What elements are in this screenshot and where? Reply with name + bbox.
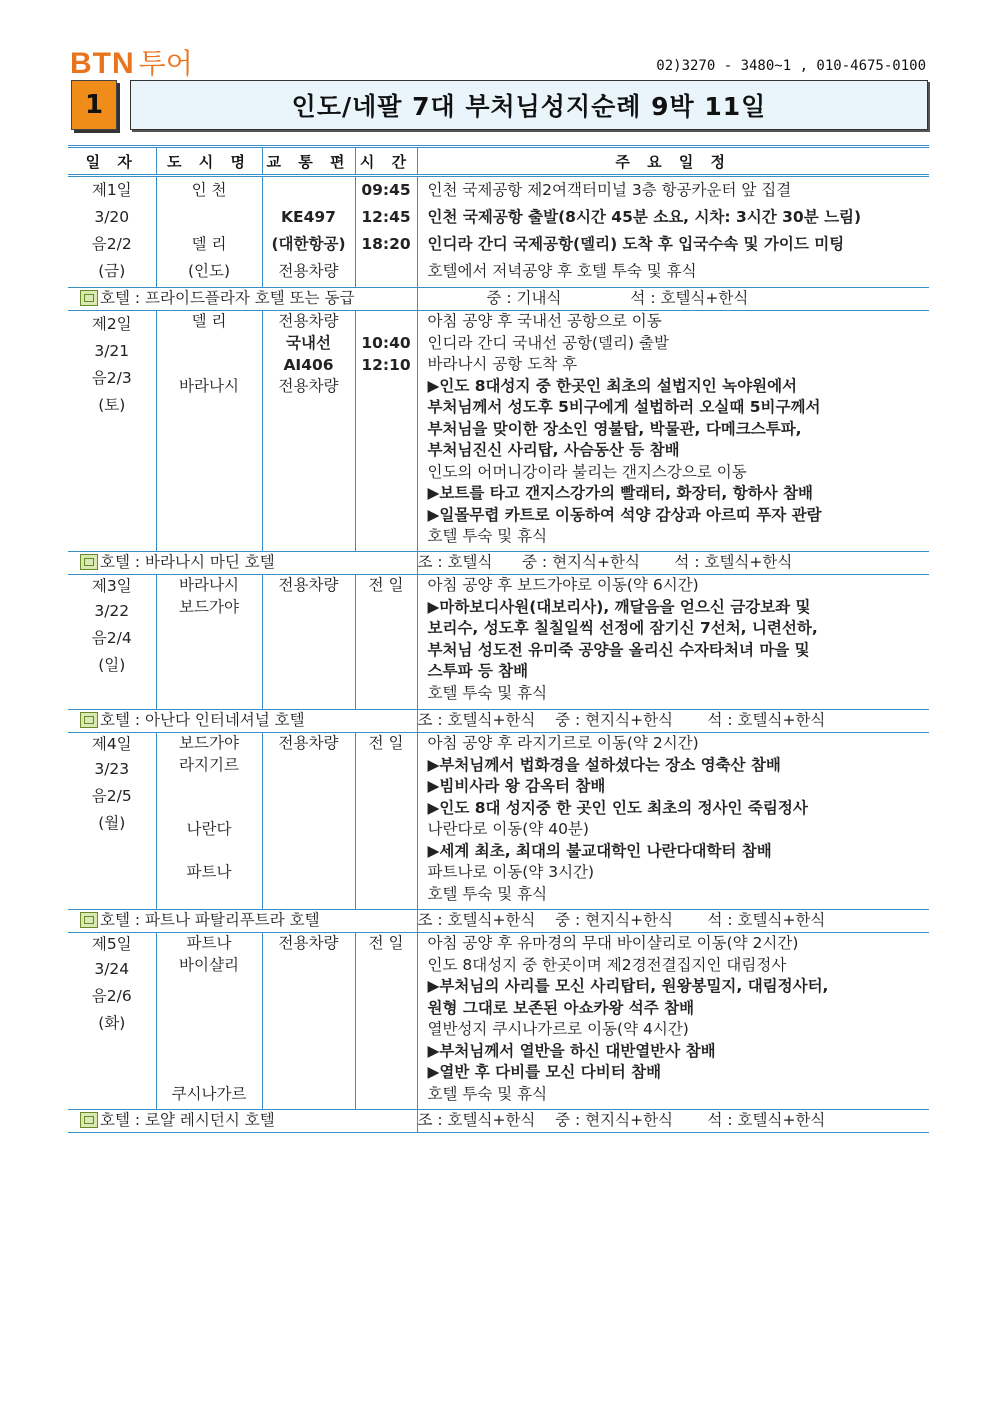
meals-cell: 조 : 호텔식+한식 중 : 현지식+한식 석 : 호텔식+한식 xyxy=(417,710,929,733)
plan-line: ▶일몰무렵 카트로 이동하여 석양 감상과 아르띠 푸자 관람 xyxy=(427,505,822,524)
transport-line: (대한항공) xyxy=(271,235,346,253)
hotel-name: 호텔 : 바라나시 마딘 호텔 xyxy=(100,553,275,572)
transport-line: KE497 xyxy=(281,208,336,226)
contact-phone: 02)3270 - 3480~1 , 010-4675-0100 xyxy=(656,58,926,74)
day-date xyxy=(68,733,156,910)
date-line: 제1일 xyxy=(91,181,132,199)
day-date xyxy=(68,575,156,710)
btn-tour-logo xyxy=(70,42,193,82)
hotel-name: 호텔 : 프라이드플라자 호텔 또는 동급 xyxy=(100,289,355,308)
plan-line: 아침 공양 후 라지기르로 이동(약 2시간) xyxy=(427,734,699,752)
transport-line: AI406 xyxy=(283,356,334,374)
day-plan xyxy=(417,176,929,288)
plan-line: 인디라 간디 국제공항(델리) 도착 후 입국수속 및 가이드 미팅 xyxy=(427,235,845,253)
plan-line-rich xyxy=(428,376,930,398)
day-plan xyxy=(417,933,929,1110)
day-time xyxy=(355,733,417,910)
hotel-icon xyxy=(80,1112,98,1128)
plan-line: 보리수, 성도후 칠칠일씩 선정에 잠기신 7선처, 니련선하, xyxy=(427,619,818,637)
day-transport xyxy=(262,176,355,288)
plan-line: 인천 국제공항 제2여객터미널 3층 항공카운터 앞 집결 xyxy=(427,181,792,199)
date-line: 음2/6 xyxy=(91,987,132,1005)
hotel-row xyxy=(68,552,929,575)
city-line: 델 리 xyxy=(191,235,227,253)
city-line xyxy=(157,976,262,998)
logo-tour-text: 투어 xyxy=(138,47,193,80)
day-city xyxy=(156,933,262,1110)
plan-text: ▶인도 8대성지 중 한곳인 최초의 설법지인 녹야원에서 xyxy=(427,376,798,395)
date-line: 제2일 xyxy=(91,315,132,333)
day-row xyxy=(68,575,929,710)
city-line xyxy=(157,776,262,798)
plan-line: 호텔에서 저녁공양 후 호텔 투숙 및 휴식 xyxy=(427,262,697,280)
time-line: 10:40 xyxy=(361,334,411,352)
plan-line: ▶세계 최초, 최대의 불교대학인 나란다대학터 참배 xyxy=(427,841,772,860)
city-line: 나란다 xyxy=(186,820,232,838)
itinerary-table xyxy=(68,145,929,1133)
day-date xyxy=(68,933,156,1110)
plan-line: 원형 그대로 보존된 아쇼카왕 석주 참배 xyxy=(427,998,695,1017)
date-line: 음2/5 xyxy=(91,787,132,805)
city-line: 쿠시나가르 xyxy=(171,1084,247,1103)
plan-line: 나란다로 이동(약 40분) xyxy=(427,820,589,838)
city-line xyxy=(157,1062,262,1084)
plan-line: 아침 공양 후 보드가야로 이동(약 6시간) xyxy=(427,576,699,594)
hotel-cell xyxy=(68,288,417,311)
plan-line: 호텔 투숙 및 휴식 xyxy=(427,683,548,702)
day-transport xyxy=(262,933,355,1110)
meals-cell: 조 : 호텔식+한식 중 : 현지식+한식 석 : 호텔식+한식 xyxy=(417,910,929,933)
plan-line: ▶인도 8대 성지중 한 곳인 인도 최초의 정사인 죽림정사 xyxy=(427,798,808,817)
plan-line: 호텔 투숙 및 휴식 xyxy=(427,884,548,903)
day-date xyxy=(68,311,156,552)
transport-line: 전용차량 xyxy=(278,312,339,330)
time-line: 18:20 xyxy=(361,235,411,253)
city-line xyxy=(157,203,262,231)
city-line: 파트나 xyxy=(186,863,232,881)
date-line: (화) xyxy=(98,1014,126,1032)
header-date: 일 자 xyxy=(68,147,156,176)
time-line: 전 일 xyxy=(368,734,404,752)
date-line: (일) xyxy=(98,656,126,674)
time-line: 12:10 xyxy=(361,356,411,374)
date-line: (토) xyxy=(98,396,126,414)
transport-line xyxy=(263,177,355,203)
plan-line: 호텔 투숙 및 휴식 xyxy=(427,527,548,545)
city-line: 파트나 xyxy=(186,934,232,952)
day-time xyxy=(355,575,417,710)
plan-line: 파트나로 이동(약 3시간) xyxy=(427,863,595,881)
header-schedule: 주 요 일 정 xyxy=(417,147,929,176)
day-city xyxy=(156,311,262,552)
date-line: (월) xyxy=(98,814,126,832)
plan-line: 아침 공양 후 국내선 공항으로 이동 xyxy=(427,312,662,330)
plan-line: 인도 8대성지 중 한곳이며 제2경전결집지인 대림정사 xyxy=(427,955,787,974)
day-row xyxy=(68,733,929,910)
header-transport: 교 통 편 xyxy=(262,147,355,176)
city-line xyxy=(157,353,262,375)
hotel-icon xyxy=(80,912,98,928)
header-time: 시 간 xyxy=(355,147,417,176)
hotel-cell xyxy=(68,910,417,933)
plan-line: 부처님을 맞이한 장소인 영불탑, 박물관, 다메크스투파, xyxy=(427,419,802,438)
hotel-cell xyxy=(68,1110,417,1133)
meals-cell: 중 : 기내식 석 : 호텔식+한식 xyxy=(417,288,929,311)
day-city xyxy=(156,575,262,710)
plan-line: 열반성지 쿠시나가르로 이동(약 4시간) xyxy=(427,1020,689,1038)
meals-cell: 조 : 호텔식+한식 중 : 현지식+한식 석 : 호텔식+한식 xyxy=(417,1110,929,1133)
date-line: 음2/4 xyxy=(91,629,132,647)
city-line xyxy=(157,998,262,1020)
plan-line: ▶보트를 타고 갠지스강가의 빨래터, 화장터, 항하사 참배 xyxy=(427,484,813,502)
city-line xyxy=(157,1041,262,1063)
city-line xyxy=(157,1019,262,1041)
date-line: 3/24 xyxy=(94,960,130,978)
plan-line: ▶부처님께서 열반을 하신 대반열반사 참배 xyxy=(427,1041,716,1060)
day-time xyxy=(355,933,417,1110)
plan-line: 인디라 간디 국내선 공항(델리) 출발 xyxy=(427,333,669,352)
plan-line: 부처님진신 사리탑, 사슴동산 등 참배 xyxy=(427,441,680,459)
hotel-row xyxy=(68,1110,929,1133)
transport-line: 국내선 xyxy=(286,334,331,352)
day-row xyxy=(68,933,929,1110)
plan-line: ▶마하보디사원(대보리사), 깨달음을 얻으신 금강보좌 및 xyxy=(427,597,811,616)
plan-line: 부처님께서 성도후 5비구에게 설법하러 오실때 5비구께서 xyxy=(427,398,821,416)
hotel-name: 호텔 : 아난다 인터네셔널 호텔 xyxy=(100,711,305,730)
hotel-icon xyxy=(80,554,98,570)
city-line: (인도) xyxy=(187,262,231,280)
day-plan xyxy=(417,575,929,710)
transport-line: 전용차량 xyxy=(278,934,339,952)
time-line: 12:45 xyxy=(361,208,411,226)
city-line: 보드가야 xyxy=(179,734,239,752)
transport-line: 전용차량 xyxy=(278,262,339,280)
city-line: 바라나시 xyxy=(179,377,239,395)
date-line: 3/20 xyxy=(94,208,130,226)
hotel-icon xyxy=(80,290,98,306)
plan-line: 스투파 등 참배 xyxy=(427,662,529,680)
date-line: 음2/3 xyxy=(91,369,132,387)
time-line xyxy=(356,311,417,331)
day-city xyxy=(156,176,262,288)
plan-line: 아침 공양 후 유마경의 무대 바이샬리로 이동(약 2시간) xyxy=(427,934,799,952)
time-line: 09:45 xyxy=(361,181,411,199)
city-line: 바라나시 xyxy=(179,576,239,594)
day-plan xyxy=(417,733,929,910)
city-line: 인 천 xyxy=(191,181,227,199)
day-time xyxy=(355,311,417,552)
hotel-cell xyxy=(68,552,417,575)
date-line: 3/23 xyxy=(94,760,130,778)
logo-btn-text: BTN xyxy=(70,47,135,80)
page-title: 인도/네팔 7대 부처님성지순례 9박 11일 xyxy=(130,80,928,130)
date-line: 제4일 xyxy=(91,735,132,753)
plan-line: ▶빔비사라 왕 감옥터 참배 xyxy=(427,777,606,795)
date-line: 제5일 xyxy=(91,935,132,953)
city-line: 델 리 xyxy=(191,312,227,330)
transport-line: 전용차량 xyxy=(278,734,339,752)
day-transport xyxy=(262,311,355,552)
plan-line: 부처님 성도전 유미죽 공양을 올리신 수자타처녀 마을 및 xyxy=(427,640,810,659)
date-line: 3/22 xyxy=(94,602,130,620)
transport-line: 전용차량 xyxy=(278,576,339,594)
plan-line: ▶열반 후 다비를 모신 다비터 참배 xyxy=(427,1063,662,1081)
day-row xyxy=(68,311,929,552)
day-date xyxy=(68,176,156,288)
hotel-name: 호텔 : 파트나 파탈리푸트라 호텔 xyxy=(100,911,320,930)
header-city: 도 시 명 xyxy=(156,147,262,176)
hotel-icon xyxy=(80,712,98,728)
city-line xyxy=(157,331,262,353)
hotel-row xyxy=(68,710,929,733)
hotel-name: 호텔 : 로얄 레시던시 호텔 xyxy=(100,1111,275,1130)
city-line: 바이샬리 xyxy=(179,955,239,974)
plan-line: ▶부처님께서 법화경을 설하셨다는 장소 영축산 참배 xyxy=(427,755,781,774)
day-time xyxy=(355,176,417,288)
day-transport xyxy=(262,575,355,710)
city-line xyxy=(157,798,262,820)
day-transport xyxy=(262,733,355,910)
plan-line: 인천 국제공항 출발(8시간 45분 소요, 시차: 3시간 30분 느림) xyxy=(427,208,862,226)
plan-line: 인도의 어머니강이라 불리는 갠지스강으로 이동 xyxy=(427,462,747,481)
city-line: 라지기르 xyxy=(179,755,239,774)
table-header-row xyxy=(68,147,929,176)
time-line: 전 일 xyxy=(368,934,404,952)
date-line: 음2/2 xyxy=(91,235,132,253)
date-line: 3/21 xyxy=(94,342,130,360)
hotel-row xyxy=(68,910,929,933)
itinerary-number: 1 xyxy=(71,80,117,130)
day-row xyxy=(68,176,929,288)
plan-line: ▶부처님의 사리를 모신 사리탑터, 원왕봉밀지, 대림정사터, xyxy=(427,977,829,995)
time-line: 전 일 xyxy=(368,576,404,594)
day-plan xyxy=(417,311,929,552)
date-line: (금) xyxy=(98,262,126,280)
city-line xyxy=(157,841,262,863)
plan-line: 바라나시 공항 도착 후 xyxy=(427,355,578,373)
date-line: 제3일 xyxy=(91,577,132,595)
plan-line: 호텔 투숙 및 휴식 xyxy=(427,1084,548,1103)
hotel-row xyxy=(68,288,929,311)
day-city xyxy=(156,733,262,910)
meals-cell: 조 : 호텔식 중 : 현지식+한식 석 : 호텔식+한식 xyxy=(417,552,929,575)
transport-line: 전용차량 xyxy=(278,377,339,395)
hotel-cell xyxy=(68,710,417,733)
city-line: 보드가야 xyxy=(179,597,239,616)
